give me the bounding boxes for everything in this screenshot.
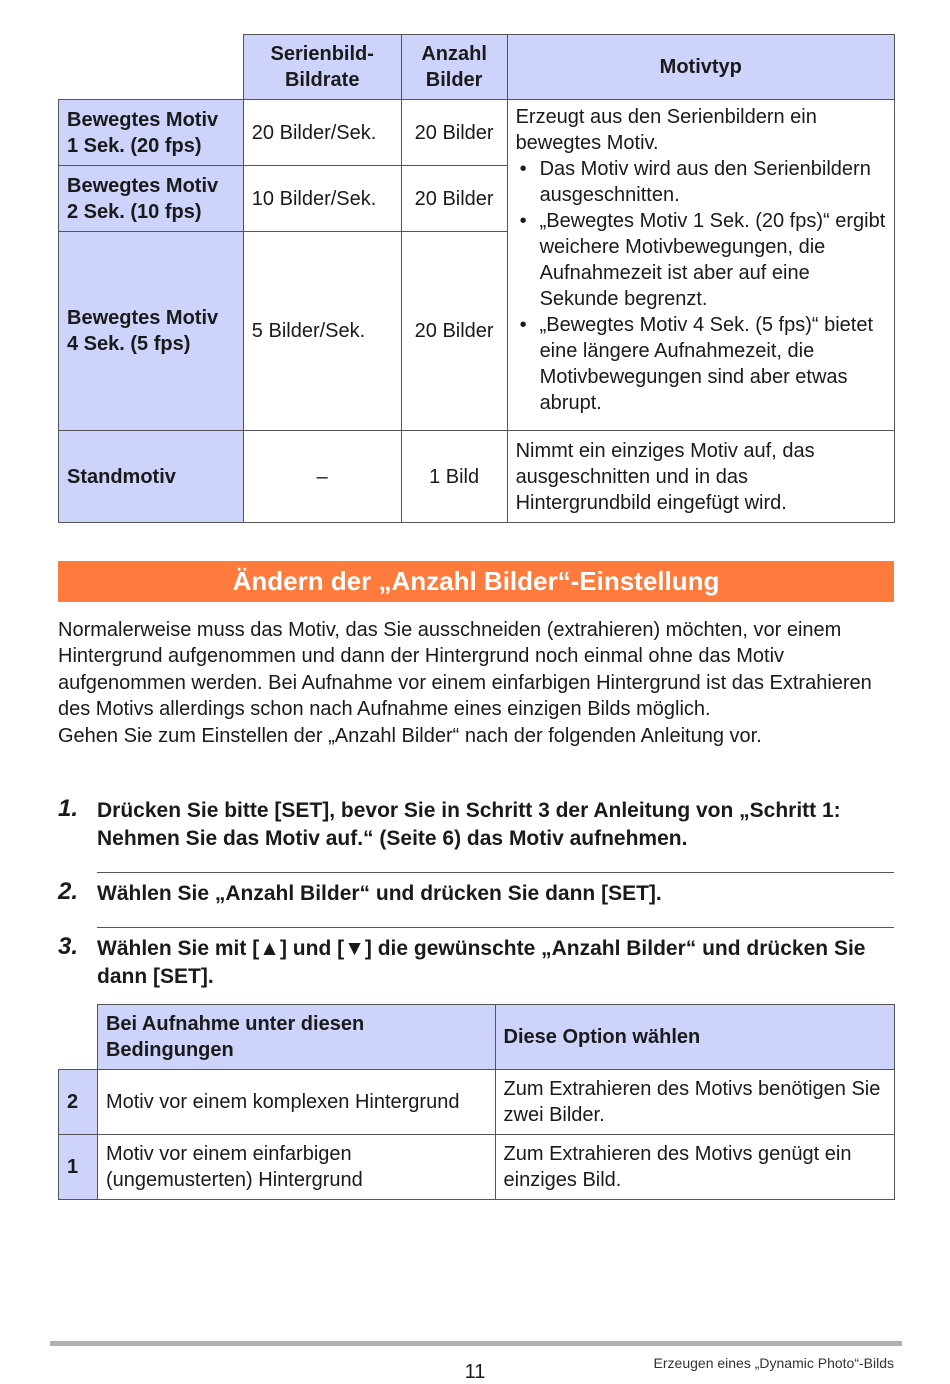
step-text: Wählen Sie mit [▲] und [▼] die gewünschte „Anzahl Bilder“ und drücken Sie dann [SET].: [97, 937, 866, 988]
header-conditions: Bei Aufnahme unter diesen Bedingungen: [97, 1005, 495, 1070]
step-1: [58, 797, 894, 853]
step-2: [58, 880, 894, 908]
step-text: Drücken Sie bitte [SET], bevor Sie in Schritt 3 der Anleitung von „Schritt 1: Nehmen Sie das Motiv auf.“ (Seite 6) das Motiv aufnehmen.: [97, 799, 841, 850]
still-motif-description: Nimmt ein einziges Motiv auf, das ausgeschnitten und in das Hintergrundbild eingefügt wird.: [507, 431, 894, 523]
moving-motif-bullets: [516, 156, 886, 416]
section-title: Ändern der „Anzahl Bilder“-Einstellung: [58, 561, 894, 602]
moving-motif-description: [507, 100, 894, 431]
bullet-item: • „Bewegtes Motiv 4 Sek. (5 fps)“ bietet eine längere Aufnahmezeit, die Motivbewegungen sind aber etwas abrupt.: [516, 312, 886, 416]
footer-chapter-title: Erzeugen eines „Dynamic Photo“-Bilds: [653, 1355, 894, 1371]
step-3: [58, 935, 894, 991]
row-label-moving-1s: Bewegtes Motiv 1 Sek. (20 fps): [59, 100, 244, 166]
paragraph: Normalerweise muss das Motiv, das Sie ausschneiden (extrahieren) möchten, vor einem Hintergrund aufgenommen und dann der Hintergrund noch einmal ohne das Motiv aufgenommen werden. Bei Aufnahme vor einem einfarbigen Hintergrund ist das Extrahieren des Motivs allerdings schon nach Aufnahme eines einzigen Bilds möglich.: [58, 619, 872, 721]
option-two-images: Zum Extrahieren des Motivs benötigen Sie zwei Bilder.: [495, 1070, 894, 1135]
table-corner-empty: [59, 35, 244, 100]
rate-moving-2s: 10 Bilder/Sek.: [243, 166, 401, 232]
row-label-moving-4s: Bewegtes Motiv 4 Sek. (5 fps): [59, 232, 244, 431]
row-label-moving-2s: Bewegtes Motiv 2 Sek. (10 fps): [59, 166, 244, 232]
step-text: Wählen Sie „Anzahl Bilder“ und drücken Sie dann [SET].: [97, 882, 662, 905]
row-label-still: Standmotiv: [59, 431, 244, 523]
table-corner-empty: [59, 1005, 98, 1070]
step-divider: [97, 927, 894, 928]
header-burst-rate: Serienbild- Bildrate: [243, 35, 401, 100]
paragraph: Gehen Sie zum Einstellen der „Anzahl Bilder“ nach der folgenden Anleitung vor.: [58, 724, 762, 747]
count-moving-1s: 20 Bilder: [401, 100, 507, 166]
rate-still: –: [243, 431, 401, 523]
step-divider: [97, 872, 894, 873]
intro-text: [58, 617, 898, 749]
count-still: 1 Bild: [401, 431, 507, 523]
step-number: 3.: [58, 933, 79, 960]
header-option: Diese Option wählen: [495, 1005, 894, 1070]
header-motif-type: Motivtyp: [507, 35, 894, 100]
option-key-2: 2: [59, 1070, 98, 1135]
count-moving-4s: 20 Bilder: [401, 232, 507, 431]
moving-motif-intro: Erzeugt aus den Serienbildern ein bewegtes Motiv.: [515, 106, 817, 154]
bullet-item: • „Bewegtes Motiv 1 Sek. (20 fps)“ ergibt weichere Motivbewegungen, die Aufnahmezeit ist aber auf eine Sekunde begrenzt.: [516, 208, 886, 312]
image-count-table: [58, 1004, 895, 1200]
condition-complex: Motiv vor einem komplexen Hintergrund: [97, 1070, 495, 1135]
bullet-item: • Das Motiv wird aus den Serienbildern ausgeschnitten.: [516, 156, 886, 208]
burst-settings-table: [58, 34, 895, 523]
page-number: 11: [464, 1361, 486, 1383]
footer-divider: [50, 1341, 902, 1346]
step-number: 2.: [58, 878, 79, 905]
option-key-1: 1: [59, 1135, 98, 1200]
condition-plain: Motiv vor einem einfarbigen (ungemusterten) Hintergrund: [97, 1135, 495, 1200]
option-one-image: Zum Extrahieren des Motivs genügt ein einziges Bild.: [495, 1135, 894, 1200]
rate-moving-1s: 20 Bilder/Sek.: [243, 100, 401, 166]
rate-moving-4s: 5 Bilder/Sek.: [243, 232, 401, 431]
header-image-count: Anzahl Bilder: [401, 35, 507, 100]
step-number: 1.: [58, 795, 79, 822]
count-moving-2s: 20 Bilder: [401, 166, 507, 232]
